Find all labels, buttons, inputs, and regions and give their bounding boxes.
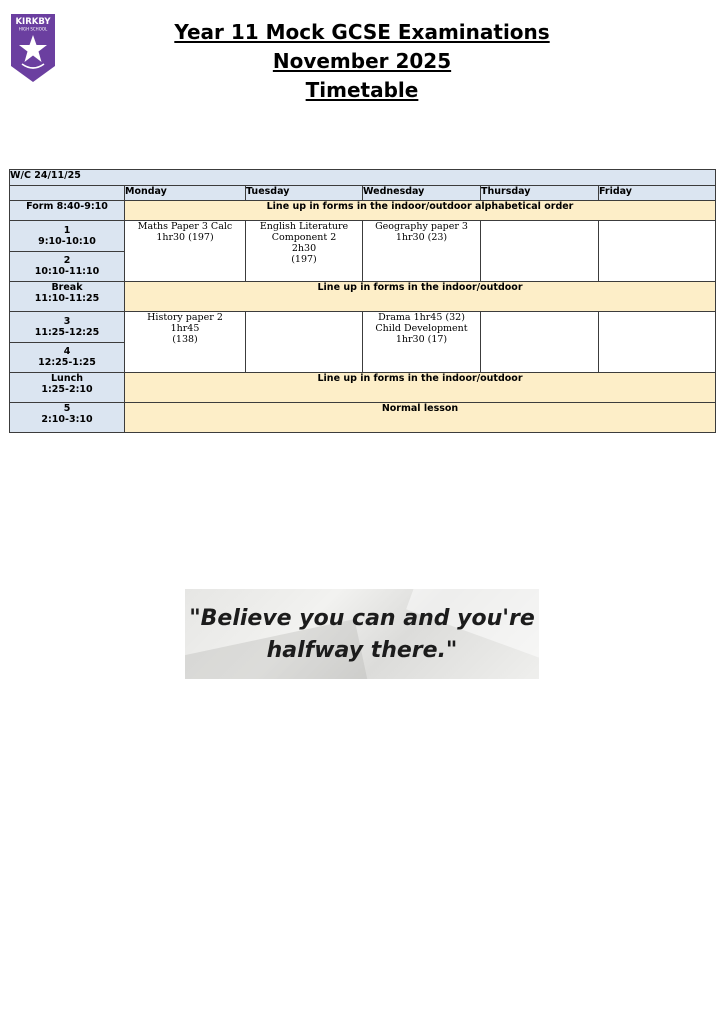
period-2-number: 2: [63, 255, 71, 267]
period-1-number: 1: [63, 224, 71, 236]
period-1-time: 9:10-10:10: [38, 235, 96, 247]
exam-tuesday-am: [246, 221, 363, 282]
form-period-note: Line up in forms in the indoor/outdoor alphabetical order: [125, 201, 716, 221]
motivational-quote-image: [185, 589, 539, 679]
break-note: Line up in forms in the indoor/outdoor: [125, 282, 716, 312]
day-header-monday: Monday: [125, 186, 246, 201]
lunch-period: [10, 373, 125, 403]
title-line-1: Year 11 Mock GCSE Examinations: [174, 20, 550, 44]
day-header-tuesday: Tuesday: [246, 186, 363, 201]
lunch-time: 1:25-2:10: [41, 384, 93, 395]
break-time: 11:10-11:25: [34, 293, 100, 304]
period-5-number: 5: [63, 403, 71, 414]
lunch-note: Line up in forms in the indoor/outdoor: [125, 373, 716, 403]
exam-line: 2h30: [291, 243, 317, 254]
period-4-time: 12:25-1:25: [38, 357, 96, 369]
day-header-friday: Friday: [599, 186, 716, 201]
exam-thursday-pm: [481, 312, 599, 373]
exam-line: History paper 2: [147, 312, 223, 323]
exam-monday-pm: [125, 312, 246, 373]
exam-wednesday-pm: [363, 312, 481, 373]
exam-line: English Literature: [259, 221, 349, 232]
quote-line-2: halfway there.": [266, 638, 458, 663]
period-3-number: 3: [63, 315, 71, 327]
timetable: [9, 169, 716, 433]
page-title: [0, 18, 724, 105]
title-line-2: November 2025: [272, 49, 452, 73]
week-commencing: W/C 24/11/25: [10, 170, 716, 186]
period-2-time: 10:10-11:10: [34, 266, 100, 278]
exam-tuesday-pm: [246, 312, 363, 373]
lunch-label: Lunch: [51, 373, 83, 384]
quote-line-1: "Believe you can and you're: [189, 606, 535, 631]
period-5-time: 2:10-3:10: [41, 414, 93, 425]
corner-cell: [10, 186, 125, 201]
exam-line: Maths Paper 3 Calc: [137, 221, 233, 232]
exam-line: Geography paper 3: [375, 221, 468, 232]
logo-subtitle: HIGH SCHOOL: [18, 26, 48, 32]
exam-line: Drama 1hr45 (32): [378, 312, 465, 323]
period-5: [10, 403, 125, 433]
day-header-wednesday: Wednesday: [363, 186, 481, 201]
day-header-thursday: Thursday: [481, 186, 599, 201]
form-period-label: Form 8:40-9:10: [10, 201, 125, 221]
periods-3-4: [10, 312, 125, 373]
title-line-3: Timetable: [305, 78, 419, 102]
break-label: Break: [51, 282, 83, 293]
logo-name: KIRKBY: [15, 17, 51, 27]
break-period: [10, 282, 125, 312]
period-4-number: 4: [63, 346, 71, 358]
period-5-note: Normal lesson: [125, 403, 716, 433]
period-3-time: 11:25-12:25: [34, 326, 100, 338]
quote-text: [185, 603, 539, 667]
exam-thursday-am: [481, 221, 599, 282]
exam-monday-am: [125, 221, 246, 282]
exam-line: (138): [172, 334, 198, 345]
exam-friday-pm: [599, 312, 716, 373]
exam-line: (197): [291, 254, 317, 265]
exam-line: 1hr30 (23): [395, 232, 448, 243]
exam-line: 1hr30 (17): [395, 334, 448, 345]
exam-wednesday-am: [363, 221, 481, 282]
exam-friday-am: [599, 221, 716, 282]
exam-line: 1hr45: [170, 323, 200, 334]
exam-line: Component 2: [271, 232, 337, 243]
exam-line: 1hr30 (197): [156, 232, 214, 243]
exam-line: Child Development: [375, 323, 468, 334]
periods-1-2: [10, 221, 125, 282]
